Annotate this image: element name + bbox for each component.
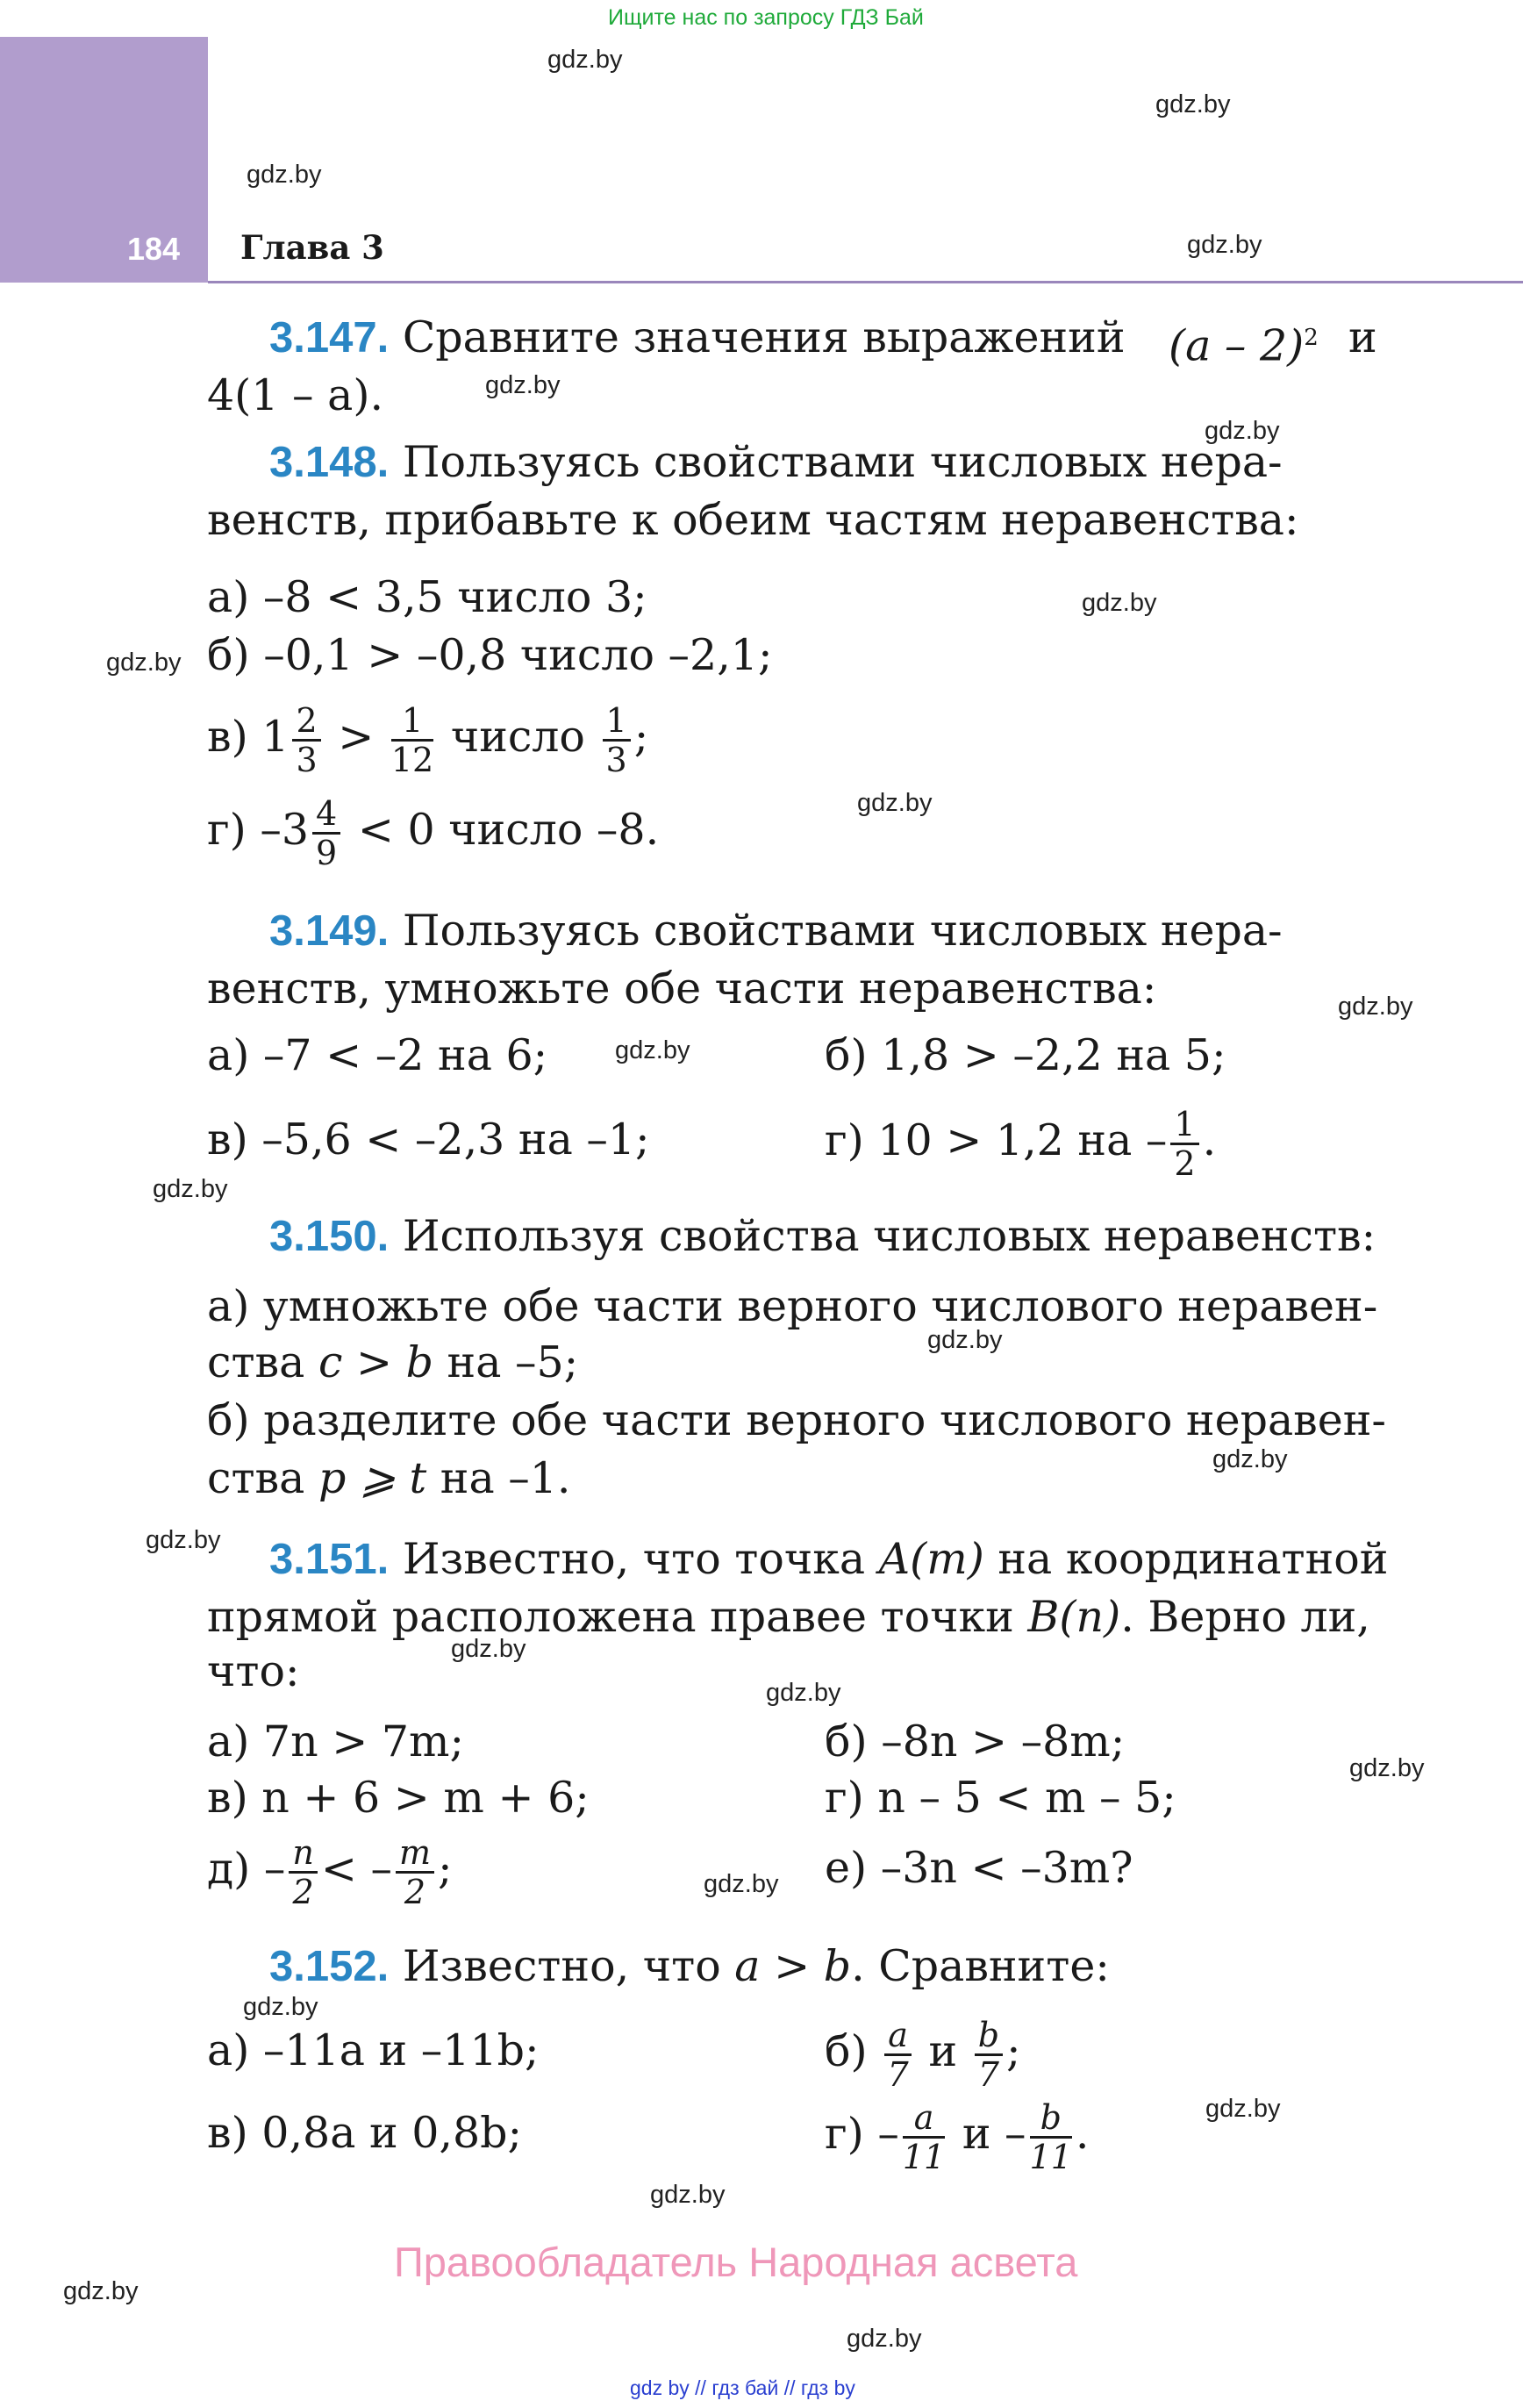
denominator: 3 — [605, 741, 627, 779]
watermark: gdz.by — [1205, 2095, 1281, 2123]
item-label: б) — [825, 2026, 868, 2076]
problem-text: Сравните значения выражений — [402, 312, 1126, 362]
watermark: gdz.by — [106, 649, 182, 677]
denominator: 9 — [316, 834, 338, 872]
denominator: 2 — [292, 1873, 314, 1911]
problem-text: Известно, что — [402, 1941, 721, 1991]
problem-text: что: — [207, 1646, 300, 1696]
numerator: b — [1030, 2099, 1072, 2139]
item-a: а) –11a и –11b; — [207, 2025, 540, 2075]
numerator: n — [289, 1834, 317, 1874]
watermark: gdz.by — [1212, 1445, 1288, 1473]
item-label: в) 1 — [207, 712, 290, 762]
problem-3-147-expr1 — [1169, 309, 1319, 375]
expression: (a – 2) — [1169, 320, 1305, 371]
punctuation: ; — [633, 712, 649, 762]
item-a: а) 7n > 7m; — [207, 1716, 464, 1767]
operator: > — [338, 712, 375, 762]
numerator: b — [975, 2017, 1003, 2056]
expression: p ⩾ t — [318, 1453, 427, 1503]
watermark: gdz.by — [1349, 1754, 1425, 1782]
page-number: 184 — [127, 231, 181, 267]
item-label: г) – — [825, 2109, 899, 2159]
point-label: A — [878, 1534, 911, 1584]
expression: 4(1 – a). — [207, 370, 384, 420]
item-a: а) –7 < –2 на 6; — [207, 1030, 548, 1080]
search-banner: Ищите нас по запросу ГДЗ Бай — [608, 5, 924, 30]
item-c: в) –5,6 < –2,3 на –1; — [207, 1114, 650, 1165]
copyright-notice: Правообладатель Народная асвета — [394, 2239, 1078, 2285]
problem-3-147-line1 — [269, 309, 1125, 367]
watermark: gdz.by — [63, 2277, 139, 2305]
problem-3-152-line1 — [269, 1938, 1110, 1996]
problem-number: 3.147. — [269, 314, 390, 362]
item-b: б) 1,8 > –2,2 на 5; — [825, 1030, 1226, 1080]
problem-3-149-line1 — [269, 902, 1283, 960]
point-coordinate: (m) — [910, 1534, 984, 1584]
fraction — [396, 1834, 434, 1910]
item-text: на –1. — [440, 1453, 571, 1503]
item-b: б) разделите обе части верного числового неравен- — [207, 1395, 1386, 1445]
watermark: gdz.by — [847, 2325, 922, 2353]
item-text: на –5; — [447, 1337, 579, 1387]
problem-3-150-line1 — [269, 1208, 1376, 1265]
problem-text: . Верно ли, — [1120, 1592, 1370, 1642]
item-f: е) –3n < –3m? — [825, 1843, 1133, 1893]
header-divider — [208, 281, 1523, 283]
item-c: в) 0,8a и 0,8b; — [207, 2108, 523, 2158]
watermark: gdz.by — [247, 161, 322, 189]
fraction — [292, 702, 320, 778]
fraction — [1170, 1106, 1198, 1182]
problem-text: Пользуясь свойствами числовых нера- — [402, 906, 1283, 956]
numerator: 1 — [391, 702, 433, 742]
conjunction: и – — [962, 2109, 1026, 2159]
watermark: gdz.by — [1205, 417, 1280, 445]
watermark: gdz.by — [766, 1679, 841, 1707]
item-a: а) –8 < 3,5 число 3; — [207, 572, 647, 622]
fraction — [1030, 2099, 1072, 2175]
problem-text: венств, умножьте обе части неравенства: — [207, 964, 1157, 1014]
watermark: gdz.by — [243, 1993, 318, 2021]
conjunction: и — [928, 2026, 958, 2076]
fraction — [312, 795, 340, 871]
problem-3-148-line1 — [269, 434, 1283, 491]
watermark: gdz.by — [1155, 90, 1231, 118]
numerator: a — [903, 2099, 945, 2139]
problem-number: 3.151. — [269, 1536, 390, 1583]
problem-number: 3.148. — [269, 439, 390, 486]
item-d — [207, 786, 659, 874]
footer-links — [630, 2376, 855, 2400]
numerator: 1 — [1170, 1106, 1198, 1145]
item-b — [825, 2008, 1021, 2096]
item-b-cont — [207, 1450, 570, 1508]
item-b: б) –8n > –8m; — [825, 1716, 1126, 1767]
item-c: в) n + 6 > m + 6; — [207, 1773, 590, 1823]
problem-number: 3.152. — [269, 1943, 390, 1990]
point-label: B — [1027, 1592, 1060, 1642]
item-e — [207, 1825, 453, 1913]
watermark: gdz.by — [485, 371, 561, 399]
item-label: г) –3 — [207, 805, 310, 855]
watermark: gdz.by — [615, 1036, 690, 1064]
fraction — [289, 1834, 317, 1910]
item-d: г) n – 5 < m – 5; — [825, 1773, 1176, 1823]
numerator: a — [884, 2017, 912, 2056]
problem-text: Известно, что точка — [402, 1534, 866, 1584]
denominator: 7 — [887, 2055, 909, 2094]
denominator: 3 — [296, 741, 318, 779]
fraction — [903, 2099, 945, 2175]
footer-separator: // — [695, 2376, 706, 2399]
item-label: г) 10 > 1,2 на – — [825, 1115, 1168, 1165]
denominator: 7 — [977, 2055, 999, 2094]
denominator: 12 — [390, 741, 434, 779]
item-text: ства — [207, 1337, 305, 1387]
watermark: gdz.by — [1082, 589, 1157, 617]
expression: c > b — [318, 1337, 433, 1387]
watermark: gdz.by — [153, 1175, 228, 1203]
watermark: gdz.by — [1338, 993, 1413, 1021]
footer-link[interactable]: гдз by — [800, 2376, 855, 2399]
item-a: а) умножьте обе части верного числового неравен- — [207, 1281, 1378, 1331]
item-text: < 0 число –8. — [357, 805, 660, 855]
punctuation: ; — [438, 1844, 453, 1894]
footer-link[interactable]: гдз бай — [711, 2376, 779, 2399]
punctuation: . — [1202, 1115, 1217, 1165]
fraction — [391, 702, 433, 778]
expression: a > b — [734, 1941, 852, 1991]
problem-number: 3.150. — [269, 1213, 390, 1260]
fraction — [884, 2017, 912, 2093]
fraction — [603, 702, 631, 778]
item-b: б) –0,1 > –0,8 число –2,1; — [207, 630, 773, 680]
watermark: gdz.by — [650, 2181, 726, 2209]
chapter-title: Глава 3 — [240, 228, 384, 267]
point-coordinate: (n) — [1059, 1592, 1121, 1642]
watermark: gdz.by — [451, 1635, 526, 1663]
problem-text: на координатной — [997, 1534, 1389, 1584]
watermark: gdz.by — [146, 1526, 221, 1554]
numerator: m — [396, 1834, 434, 1874]
watermark: gdz.by — [547, 46, 623, 74]
problem-text: Пользуясь свойствами числовых нера- — [402, 437, 1283, 487]
item-text: ства — [207, 1453, 305, 1503]
operator: < – — [320, 1844, 392, 1894]
denominator: 11 — [902, 2138, 946, 2176]
denominator: 2 — [404, 1873, 426, 1911]
item-c — [207, 693, 648, 781]
exponent: 2 — [1304, 325, 1319, 351]
problem-text: . Сравните: — [851, 1941, 1110, 1991]
conjunction: и — [1348, 312, 1377, 362]
item-d — [825, 1097, 1216, 1185]
watermark: gdz.by — [1187, 231, 1262, 259]
item-text: число — [450, 712, 585, 762]
watermark: gdz.by — [704, 1870, 779, 1898]
problem-number: 3.149. — [269, 907, 390, 955]
problem-text: прямой расположена правее точки — [207, 1592, 1014, 1642]
item-a-cont — [207, 1334, 578, 1392]
problem-3-151-line1 — [269, 1530, 1388, 1588]
problem-text: венств, прибавьте к обеим частям неравенства: — [207, 495, 1299, 545]
watermark: gdz.by — [927, 1326, 1003, 1354]
watermark: gdz.by — [857, 789, 933, 817]
footer-link[interactable]: gdz by — [630, 2376, 690, 2399]
denominator: 11 — [1029, 2138, 1072, 2176]
problem-3-147-expr2 — [207, 367, 383, 425]
fraction — [975, 2017, 1003, 2093]
numerator: 2 — [292, 702, 320, 742]
punctuation: . — [1075, 2109, 1090, 2159]
numerator: 1 — [603, 702, 631, 742]
punctuation: ; — [1006, 2026, 1021, 2076]
footer-separator: // — [783, 2376, 796, 2399]
problem-text: Используя свойства числовых неравенств: — [402, 1211, 1376, 1261]
item-d — [825, 2090, 1089, 2178]
denominator: 2 — [1174, 1144, 1196, 1183]
problem-3-151-line2 — [207, 1588, 1370, 1646]
item-label: д) – — [207, 1844, 286, 1894]
numerator: 4 — [312, 795, 340, 835]
